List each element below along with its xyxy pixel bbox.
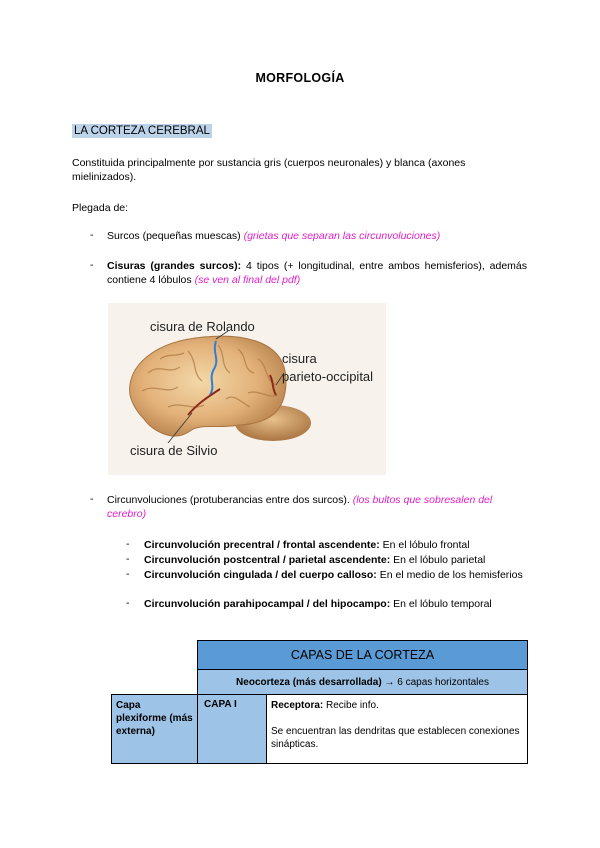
sub-item-text: En el lóbulo parietal xyxy=(390,554,486,566)
item-text: 4 tipos (+ longitudinal, entre ambos hemisferios), además contiene 4 lóbulos xyxy=(107,260,528,286)
desc-line2: Se encuentran las dendritas que establecen conexiones sinápticas. xyxy=(271,726,520,750)
sub-item-bold: Circunvolución postcentral / parietal ascendente: xyxy=(144,554,391,566)
sub-item-postcentral xyxy=(144,553,527,567)
sub-dash: - xyxy=(126,538,130,550)
item-text: Surcos (pequeñas muescas) xyxy=(107,230,244,242)
section-heading: LA CORTEZA CEREBRAL xyxy=(74,125,210,137)
list-item-cisuras xyxy=(107,259,527,287)
table-subheader xyxy=(198,670,528,695)
capa-name-cell: Capa plexiforme (más externa) xyxy=(112,695,198,764)
desc-bold: Receptora: xyxy=(271,700,324,711)
neo-rest: → 6 capas horizontales xyxy=(381,676,489,688)
capas-table xyxy=(111,640,528,764)
desc-text: Recibe info. xyxy=(323,700,379,711)
sub-item-bold: Circunvolución parahipocampal / del hipocampo: xyxy=(144,598,391,610)
table-blank-cell xyxy=(112,670,198,695)
sub-dash: - xyxy=(126,568,130,580)
list-dash: - xyxy=(90,493,94,505)
neo-bold: Neocorteza (más desarrollada) xyxy=(236,676,382,688)
capa-num-cell: CAPA I xyxy=(198,695,267,764)
intro-paragraph: Constituida principalmente por sustancia gris (cuerpos neuronales) y blanca (axones mielinizados). xyxy=(72,157,466,183)
table-row xyxy=(112,695,528,764)
sub-item-parahipocampal xyxy=(144,597,527,611)
label-silvio: cisura de Silvio xyxy=(130,443,218,458)
table-blank-cell xyxy=(112,641,198,670)
brain-image xyxy=(108,303,386,475)
list-item-circunvoluciones xyxy=(107,493,527,521)
sub-item-text: En el medio de los hemisferios xyxy=(376,569,523,581)
label-parieto-2: parieto-occipital xyxy=(282,369,374,384)
plegada-label: Plegada de: xyxy=(72,202,129,214)
sub-item-precentral xyxy=(144,538,527,552)
item-note: (los bultos que sobresalen del cerebro) xyxy=(107,494,493,520)
item-text: Circunvoluciones (protuberancias entre dos surcos). xyxy=(107,494,353,506)
table-header: CAPAS DE LA CORTEZA xyxy=(198,641,528,670)
sub-item-text: En el lóbulo temporal xyxy=(390,598,492,610)
label-parieto-1: cisura xyxy=(282,351,317,366)
sub-dash: - xyxy=(126,597,130,609)
item-bold: Cisuras (grandes surcos): xyxy=(107,260,242,272)
brain-illustration xyxy=(108,303,386,475)
list-item-surcos xyxy=(107,229,527,243)
sub-item-bold: Circunvolución precentral / frontal ascendente: xyxy=(144,539,380,551)
list-dash: - xyxy=(90,229,94,241)
item-note: (se ven al final del pdf) xyxy=(194,274,301,286)
label-rolando: cisura de Rolando xyxy=(150,319,255,334)
list-dash: - xyxy=(90,259,94,271)
sub-dash: - xyxy=(126,553,130,565)
sub-item-cingulada xyxy=(144,568,527,582)
page-title: MORFOLOGÍA xyxy=(255,71,345,85)
capa-desc-cell xyxy=(267,695,528,764)
sub-item-text: En el lóbulo frontal xyxy=(379,539,470,551)
item-note: (grietas que separan las circunvoluciones) xyxy=(243,230,441,242)
sub-item-bold: Circunvolución cingulada / del cuerpo calloso: xyxy=(144,569,377,581)
